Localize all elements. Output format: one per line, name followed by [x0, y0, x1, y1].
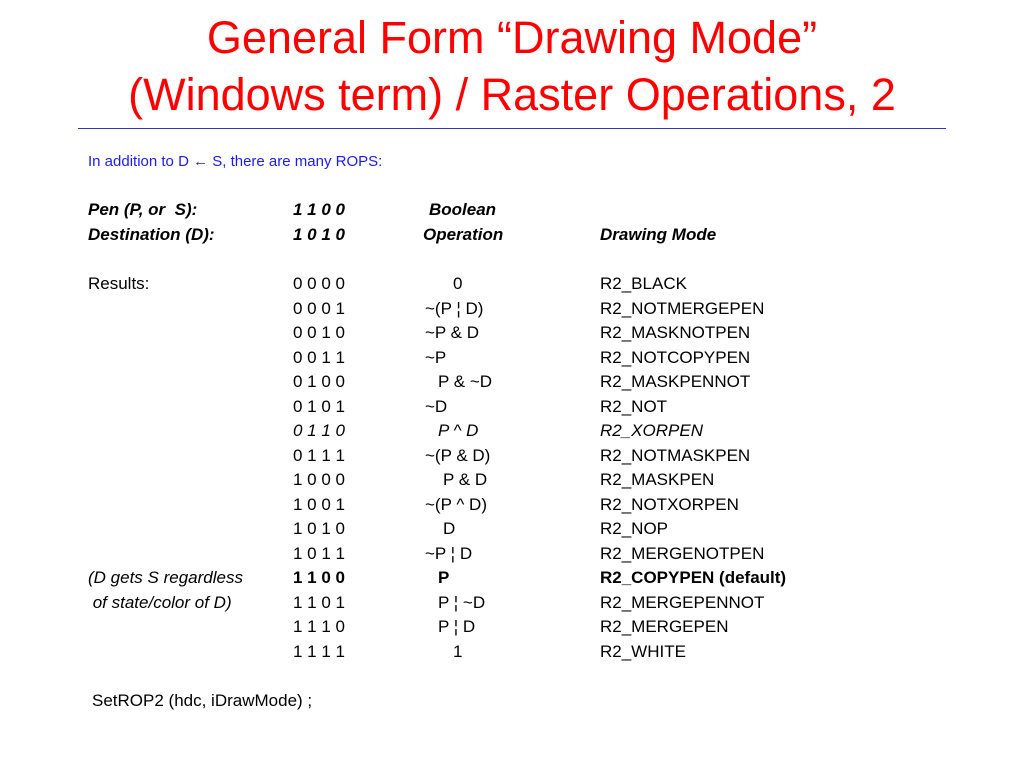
destination-label: Destination (D):: [88, 224, 215, 244]
rop-row: [0, 542, 1024, 567]
row-bits: 1 0 0 1: [293, 494, 345, 514]
row-operation: P & ~D: [438, 372, 493, 391]
row-operation: P: [438, 568, 450, 587]
row-operation: D: [443, 519, 456, 538]
row-mode: R2_BLACK: [600, 274, 687, 293]
rop-row: [0, 615, 1024, 640]
row-bits: 0 1 1 1: [293, 445, 345, 465]
rop-row: [0, 640, 1024, 665]
row-bits: 0 1 0 1: [293, 396, 345, 416]
row-mode: R2_MERGEPEN: [600, 617, 729, 636]
row-operation: 1: [453, 641, 463, 661]
row-mode: R2_MASKPENNOT: [600, 372, 751, 391]
boolean-header: Boolean: [429, 200, 497, 219]
row-bits: 0 1 1 0: [293, 421, 345, 440]
destination-header-row: [0, 223, 1024, 248]
row-bits: 1 1 0 1: [293, 592, 345, 612]
row-bits: 1 1 1 0: [293, 617, 345, 636]
rop-row: [0, 297, 1024, 322]
row-mode: R2_NOTMERGEPEN: [600, 298, 765, 318]
row-mode: R2_NOP: [600, 519, 669, 538]
row-mode: R2_MERGENOTPEN: [600, 543, 765, 563]
row-mode: R2_MERGEPENNOT: [600, 592, 765, 612]
row-operation: P & D: [443, 470, 488, 489]
row-bits: 1 0 1 1: [293, 543, 345, 563]
row-operation: ~P: [425, 347, 447, 367]
slide-title-line-2: (Windows term) / Raster Operations, 2: [128, 69, 896, 120]
row-bits: 0 1 0 0: [293, 372, 345, 391]
rop-row: [0, 395, 1024, 420]
rop-row: [0, 444, 1024, 469]
row-mode: R2_NOTMASKPEN: [600, 445, 751, 465]
row-label: of state/color of D): [88, 592, 232, 612]
row-operation: ~P & D: [425, 323, 480, 342]
rop-row-xorpen: [0, 419, 1024, 444]
row-mode: R2_NOTCOPYPEN: [600, 347, 751, 367]
row-mode: R2_NOTXORPEN: [600, 494, 739, 514]
row-operation: P ^ D: [438, 421, 479, 440]
rop-row: [0, 346, 1024, 371]
row-operation: ~P ¦ D: [425, 543, 473, 563]
pen-label: Pen (P, or S):: [88, 200, 198, 219]
rop-row: [0, 517, 1024, 542]
row-bits: 0 0 1 1: [293, 347, 345, 367]
setrop2-call: SetROP2 (hdc, iDrawMode) ;: [92, 691, 313, 710]
slide-title: [0, 9, 1024, 123]
row-label: Results:: [88, 274, 150, 293]
row-bits: 1 1 1 1: [293, 641, 345, 661]
row-operation: ~(P & D): [425, 445, 491, 465]
row-mode: R2_MASKNOTPEN: [600, 323, 751, 342]
row-bits: 1 0 1 0: [293, 519, 345, 538]
row-operation: 0: [453, 274, 463, 293]
row-operation: ~(P ¦ D): [425, 298, 484, 318]
row-operation: P ¦ ~D: [438, 592, 486, 612]
row-operation: ~(P ^ D): [425, 494, 487, 514]
operation-header: Operation: [423, 224, 504, 244]
rop-table: [0, 272, 1024, 664]
row-mode: R2_WHITE: [600, 641, 686, 661]
row-operation: P ¦ D: [438, 617, 476, 636]
row-bits: 1 1 0 0: [293, 568, 345, 587]
title-divider: [78, 128, 946, 129]
pen-header-row: [0, 198, 1024, 223]
drawing-mode-header: Drawing Mode: [600, 224, 717, 244]
row-bits: 0 0 0 0: [293, 274, 345, 293]
destination-bits: 1 0 1 0: [293, 224, 345, 244]
rop-row: [0, 493, 1024, 518]
intro-text: In addition to D ← S, there are many ROPS:: [88, 153, 383, 170]
rop-row-copypen: [0, 566, 1024, 591]
row-mode: R2_MASKPEN: [600, 470, 715, 489]
pen-bits: 1 1 0 0: [293, 200, 345, 219]
rop-row: [0, 468, 1024, 493]
row-mode: R2_XORPEN: [600, 421, 703, 440]
row-mode: R2_COPYPEN (default): [600, 568, 787, 587]
rop-row: [0, 321, 1024, 346]
rop-row: [0, 272, 1024, 297]
rop-row: [0, 370, 1024, 395]
row-mode: R2_NOT: [600, 396, 668, 416]
row-bits: 0 0 1 0: [293, 323, 345, 342]
row-bits: 1 0 0 0: [293, 470, 345, 489]
row-operation: ~D: [425, 396, 448, 416]
rop-row: [0, 591, 1024, 616]
slide-title-line-1: General Form “Drawing Mode”: [206, 12, 818, 63]
row-label: (D gets S regardless: [88, 568, 243, 587]
row-bits: 0 0 0 1: [293, 298, 345, 318]
